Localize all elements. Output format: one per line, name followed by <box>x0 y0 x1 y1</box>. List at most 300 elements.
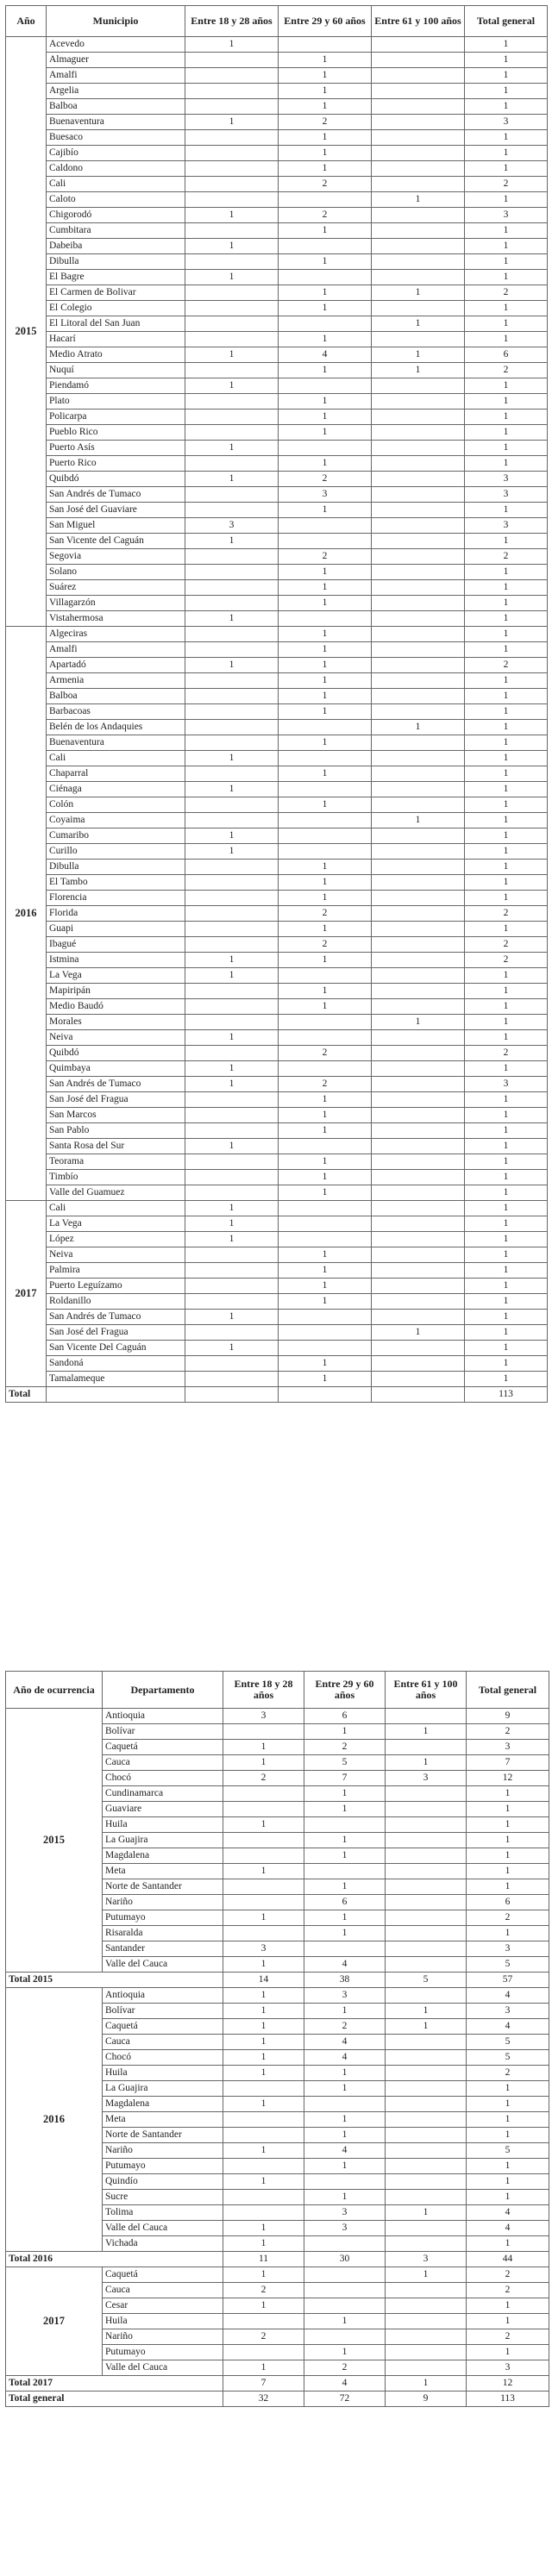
table-row <box>6 860 548 875</box>
municipality-cell: La Vega <box>47 1216 185 1232</box>
department-cell: Guaviare <box>103 1802 223 1817</box>
municipality-cell: Nuquí <box>47 363 185 378</box>
total-cell: 7 <box>467 1755 549 1771</box>
municipality-cell: Apartadó <box>47 658 185 673</box>
total-cell: 1 <box>465 410 548 425</box>
age-61-100-cell: 1 <box>386 2376 467 2392</box>
age-61-100-cell <box>386 2066 467 2081</box>
age-29-60-cell: 3 <box>304 1988 386 2004</box>
age-29-60-cell: 1 <box>279 673 372 689</box>
age-61-100-cell <box>372 596 465 611</box>
total-cell: 1 <box>465 860 548 875</box>
municipality-cell: Valle del Guamuez <box>47 1185 185 1201</box>
table-row <box>6 208 548 223</box>
year-total-row <box>6 2252 549 2267</box>
age-18-28-cell <box>185 254 279 270</box>
age-29-60-cell: 1 <box>279 922 372 937</box>
table-row <box>6 1092 548 1108</box>
age-61-100-cell <box>372 130 465 146</box>
department-cell: Risaralda <box>103 1926 223 1941</box>
col-header-age-61-100: Entre 61 y 100 años <box>386 1672 467 1709</box>
age-61-100-cell <box>372 580 465 596</box>
municipality-cell: Plato <box>47 394 185 410</box>
age-29-60-cell: 1 <box>279 797 372 813</box>
age-29-60-cell <box>304 2267 386 2283</box>
total-cell: 1 <box>465 1341 548 1356</box>
age-29-60-cell: 4 <box>304 2050 386 2066</box>
age-29-60-cell: 2 <box>279 549 372 565</box>
age-18-28-cell: 1 <box>185 782 279 797</box>
age-61-100-cell <box>372 906 465 922</box>
age-61-100-cell <box>386 2329 467 2345</box>
age-29-60-cell: 4 <box>304 2035 386 2050</box>
age-29-60-cell: 2 <box>279 1046 372 1061</box>
department-cell: Putumayo <box>103 2159 223 2174</box>
age-18-28-cell: 1 <box>185 1061 279 1077</box>
total-cell: 2 <box>465 177 548 192</box>
age-18-28-cell <box>185 84 279 99</box>
age-61-100-cell <box>386 2112 467 2128</box>
age-18-28-cell: 1 <box>185 828 279 844</box>
table-row <box>6 192 548 208</box>
age-61-100-cell <box>372 53 465 68</box>
age-18-28-cell: 3 <box>223 1709 304 1724</box>
age-29-60-cell: 1 <box>279 425 372 441</box>
age-29-60-cell <box>279 1139 372 1154</box>
total-cell: 1 <box>465 1294 548 1310</box>
age-29-60-cell: 1 <box>279 735 372 751</box>
total-cell: 6 <box>465 347 548 363</box>
age-18-28-cell <box>185 596 279 611</box>
department-cell: Nariño <box>103 2329 223 2345</box>
age-61-100-cell <box>372 1123 465 1139</box>
table-row <box>6 1988 549 2004</box>
municipality-cell: Roldanillo <box>47 1294 185 1310</box>
age-18-28-cell: 1 <box>185 239 279 254</box>
age-61-100-cell <box>386 2159 467 2174</box>
municipality-cell: Dibulla <box>47 860 185 875</box>
age-18-28-cell <box>185 1092 279 1108</box>
department-cell: Meta <box>103 2112 223 2128</box>
age-18-28-cell: 2 <box>223 1771 304 1786</box>
total-cell: 12 <box>467 1771 549 1786</box>
age-18-28-cell <box>223 1786 304 1802</box>
table-row <box>6 1201 548 1216</box>
age-18-28-cell <box>185 673 279 689</box>
table-row <box>6 2267 549 2283</box>
total-cell: 1 <box>465 1061 548 1077</box>
total-cell: 1 <box>465 1030 548 1046</box>
total-cell: 1 <box>465 130 548 146</box>
total-cell: 1 <box>465 782 548 797</box>
age-18-28-cell <box>185 1108 279 1123</box>
age-29-60-cell <box>279 441 372 456</box>
age-61-100-cell <box>372 68 465 84</box>
total-cell: 1 <box>465 596 548 611</box>
age-29-60-cell: 1 <box>279 1108 372 1123</box>
age-18-28-cell <box>185 1015 279 1030</box>
municipality-cell: San José del Fragua <box>47 1092 185 1108</box>
table-row <box>6 518 548 534</box>
age-18-28-cell: 1 <box>185 472 279 487</box>
age-29-60-cell: 6 <box>304 1709 386 1724</box>
year-total-row <box>6 1973 549 1988</box>
municipality-cell: Suárez <box>47 580 185 596</box>
table-row <box>6 1108 548 1123</box>
total-cell: 2 <box>467 2267 549 2283</box>
table-row <box>6 596 548 611</box>
age-61-100-cell <box>372 518 465 534</box>
total-cell: 1 <box>465 84 548 99</box>
age-61-100-cell <box>372 1185 465 1201</box>
age-29-60-cell <box>279 270 372 285</box>
age-18-28-cell: 1 <box>223 2267 304 2283</box>
age-18-28-cell <box>185 503 279 518</box>
age-61-100-cell <box>372 984 465 999</box>
age-18-28-cell: 1 <box>185 534 279 549</box>
table-row <box>6 580 548 596</box>
age-18-28-cell: 1 <box>185 844 279 860</box>
municipality-cell: Quimbaya <box>47 1061 185 1077</box>
age-18-28-cell: 11 <box>223 2252 304 2267</box>
age-61-100-cell <box>372 1046 465 1061</box>
age-61-100-cell <box>372 1263 465 1279</box>
age-61-100-cell <box>386 1848 467 1864</box>
age-18-28-cell <box>185 984 279 999</box>
age-18-28-cell <box>223 2345 304 2360</box>
total-cell: 1 <box>465 751 548 766</box>
age-61-100-cell <box>386 1817 467 1833</box>
table-row <box>6 1046 548 1061</box>
age-61-100-cell <box>372 1247 465 1263</box>
age-61-100-cell: 9 <box>386 2392 467 2407</box>
age-29-60-cell: 1 <box>279 68 372 84</box>
total-cell: 1 <box>465 1170 548 1185</box>
age-61-100-cell <box>372 953 465 968</box>
table-row <box>6 1279 548 1294</box>
department-cell: Valle del Cauca <box>103 1957 223 1973</box>
total-cell: 1 <box>467 2236 549 2252</box>
table-row <box>6 642 548 658</box>
table-row <box>6 797 548 813</box>
year-total-row <box>6 2376 549 2392</box>
age-29-60-cell: 1 <box>279 456 372 472</box>
table-row <box>6 487 548 503</box>
age-18-28-cell <box>185 301 279 316</box>
table-row <box>6 1170 548 1185</box>
table-row <box>6 1139 548 1154</box>
municipality-cell: Mapiripán <box>47 984 185 999</box>
department-cell: Valle del Cauca <box>103 2221 223 2236</box>
age-61-100-cell <box>386 1879 467 1895</box>
table-row <box>6 177 548 192</box>
age-18-28-cell <box>185 99 279 115</box>
age-29-60-cell: 2 <box>304 2019 386 2035</box>
age-61-100-cell: 1 <box>372 316 465 332</box>
total-cell: 1 <box>465 441 548 456</box>
department-cell: Cauca <box>103 2035 223 2050</box>
table-row <box>6 782 548 797</box>
age-29-60-cell <box>279 1061 372 1077</box>
municipality-cell: Acevedo <box>47 37 185 53</box>
municipality-cell: Armenia <box>47 673 185 689</box>
age-61-100-cell <box>372 99 465 115</box>
table-row <box>6 1061 548 1077</box>
total-cell: 1 <box>465 673 548 689</box>
age-18-28-cell: 1 <box>223 2360 304 2376</box>
municipality-cell: San Andrés de Tumaco <box>47 487 185 503</box>
age-61-100-cell <box>386 2190 467 2205</box>
municipality-cell: Segovia <box>47 549 185 565</box>
age-29-60-cell: 4 <box>279 347 372 363</box>
total-cell: 1 <box>465 223 548 239</box>
table-row <box>6 1123 548 1139</box>
municipality-cell: Cumaribo <box>47 828 185 844</box>
age-61-100-cell <box>372 891 465 906</box>
municipality-cell: Policarpa <box>47 410 185 425</box>
age-29-60-cell <box>279 1015 372 1030</box>
age-29-60-cell <box>279 720 372 735</box>
age-61-100-cell <box>386 1941 467 1957</box>
age-18-28-cell: 1 <box>185 611 279 627</box>
age-61-100-cell: 1 <box>372 285 465 301</box>
municipality-cell: Timbío <box>47 1170 185 1185</box>
table-municipios <box>5 5 548 1403</box>
table-departamentos <box>5 1671 549 2407</box>
total-cell: 6 <box>467 1895 549 1910</box>
total-cell: 1 <box>467 2314 549 2329</box>
total-cell: 2 <box>465 1046 548 1061</box>
age-18-28-cell: 1 <box>185 1310 279 1325</box>
age-18-28-cell <box>185 627 279 642</box>
table-row <box>6 968 548 984</box>
age-18-28-cell <box>223 1926 304 1941</box>
municipality-cell: San José del Fragua <box>47 1325 185 1341</box>
age-29-60-cell: 1 <box>304 1910 386 1926</box>
age-29-60-cell: 1 <box>279 410 372 425</box>
municipality-cell: Tamalameque <box>47 1372 185 1387</box>
age-61-100-cell <box>372 704 465 720</box>
municipality-cell: El Litoral del San Juan <box>47 316 185 332</box>
age-61-100-cell: 3 <box>386 2252 467 2267</box>
department-cell: Chocó <box>103 1771 223 1786</box>
age-18-28-cell <box>185 425 279 441</box>
age-18-28-cell: 3 <box>223 1941 304 1957</box>
age-61-100-cell <box>372 922 465 937</box>
age-61-100-cell <box>372 937 465 953</box>
age-61-100-cell <box>372 301 465 316</box>
age-29-60-cell: 1 <box>279 689 372 704</box>
total-cell: 3 <box>465 208 548 223</box>
col-header-age-29-60: Entre 29 y 60 años <box>279 6 372 37</box>
total-cell: 1 <box>467 2159 549 2174</box>
department-cell: Caquetá <box>103 2019 223 2035</box>
total-cell: 1 <box>467 1833 549 1848</box>
table-row <box>6 891 548 906</box>
table-row <box>6 828 548 844</box>
age-29-60-cell: 7 <box>304 1771 386 1786</box>
municipality-cell: Buenaventura <box>47 735 185 751</box>
age-61-100-cell <box>372 611 465 627</box>
age-61-100-cell <box>372 472 465 487</box>
municipality-cell: Santa Rosa del Sur <box>47 1139 185 1154</box>
total-cell: 3 <box>465 115 548 130</box>
department-cell: Vichada <box>103 2236 223 2252</box>
age-18-28-cell <box>223 2205 304 2221</box>
age-29-60-cell: 1 <box>279 1372 372 1387</box>
age-61-100-cell <box>372 1216 465 1232</box>
age-18-28-cell <box>185 161 279 177</box>
age-61-100-cell <box>372 208 465 223</box>
total-cell: 4 <box>467 2221 549 2236</box>
total-cell: 1 <box>465 1263 548 1279</box>
total-cell: 1 <box>465 316 548 332</box>
municipality-cell: Chigorodó <box>47 208 185 223</box>
municipality-cell: San Andrés de Tumaco <box>47 1077 185 1092</box>
total-cell: 3 <box>467 1740 549 1755</box>
table-row <box>6 534 548 549</box>
age-29-60-cell: 2 <box>279 906 372 922</box>
age-29-60-cell: 1 <box>279 1123 372 1139</box>
total-cell: 1 <box>465 53 548 68</box>
department-cell: Santander <box>103 1941 223 1957</box>
total-cell: 1 <box>467 2345 549 2360</box>
total-cell: 1 <box>465 1092 548 1108</box>
total-label: Total <box>6 1387 47 1403</box>
age-61-100-cell <box>372 766 465 782</box>
age-18-28-cell: 14 <box>223 1973 304 1988</box>
age-29-60-cell: 1 <box>304 1879 386 1895</box>
age-61-100-cell <box>372 1108 465 1123</box>
table-row <box>6 115 548 130</box>
table-row <box>6 1247 548 1263</box>
age-29-60-cell: 1 <box>279 1356 372 1372</box>
total-cell: 1 <box>465 146 548 161</box>
table-row <box>6 223 548 239</box>
col-header-total: Total general <box>465 6 548 37</box>
age-61-100-cell <box>372 1139 465 1154</box>
age-61-100-cell: 1 <box>372 347 465 363</box>
age-29-60-cell <box>304 2236 386 2252</box>
total-cell: 3 <box>465 518 548 534</box>
year-cell: 2015 <box>6 1709 103 1973</box>
age-61-100-cell: 1 <box>386 2004 467 2019</box>
table-row <box>6 999 548 1015</box>
header-row <box>6 1672 549 1709</box>
total-cell: 3 <box>465 1077 548 1092</box>
department-cell: Putumayo <box>103 1910 223 1926</box>
municipality-cell: Buenaventura <box>47 115 185 130</box>
total-cell: 1 <box>465 766 548 782</box>
total-cell: 1 <box>465 720 548 735</box>
department-cell: Magdalena <box>103 2097 223 2112</box>
table-row <box>6 658 548 673</box>
total-cell: 2 <box>467 1724 549 1740</box>
table-row <box>6 549 548 565</box>
table-row <box>6 720 548 735</box>
municipality-cell: Coyaima <box>47 813 185 828</box>
total-cell: 4 <box>467 1988 549 2004</box>
age-61-100-cell <box>372 782 465 797</box>
total-cell: 1 <box>465 642 548 658</box>
age-61-100-cell <box>372 270 465 285</box>
age-29-60-cell: 1 <box>304 2066 386 2081</box>
total-value: 113 <box>465 1387 548 1403</box>
age-61-100-cell <box>386 2035 467 2050</box>
empty-cell <box>47 1387 185 1403</box>
age-18-28-cell <box>185 937 279 953</box>
table-row <box>6 1216 548 1232</box>
table-row <box>6 844 548 860</box>
total-cell: 1 <box>465 580 548 596</box>
age-18-28-cell: 1 <box>223 1817 304 1833</box>
age-18-28-cell <box>185 130 279 146</box>
age-29-60-cell: 1 <box>279 503 372 518</box>
department-cell: Antioquia <box>103 1988 223 2004</box>
age-61-100-cell <box>386 2143 467 2159</box>
age-18-28-cell: 1 <box>185 1030 279 1046</box>
col-header-age-18-28: Entre 18 y 28 años <box>185 6 279 37</box>
age-18-28-cell <box>185 363 279 378</box>
table-row <box>6 689 548 704</box>
age-18-28-cell: 1 <box>185 751 279 766</box>
municipality-cell: Barbacoas <box>47 704 185 720</box>
table-row <box>6 130 548 146</box>
age-29-60-cell: 2 <box>304 1740 386 1755</box>
age-18-28-cell <box>223 2190 304 2205</box>
age-29-60-cell: 1 <box>279 596 372 611</box>
age-61-100-cell <box>372 425 465 441</box>
age-29-60-cell <box>279 1232 372 1247</box>
age-61-100-cell <box>372 1372 465 1387</box>
age-18-28-cell: 2 <box>223 2329 304 2345</box>
municipality-cell: López <box>47 1232 185 1247</box>
total-cell: 1 <box>465 1015 548 1030</box>
age-18-28-cell: 1 <box>223 1910 304 1926</box>
total-cell: 2 <box>467 2066 549 2081</box>
total-cell: 1 <box>467 2174 549 2190</box>
table-row <box>6 1185 548 1201</box>
age-61-100-cell <box>386 2314 467 2329</box>
age-18-28-cell <box>185 394 279 410</box>
age-29-60-cell <box>279 518 372 534</box>
municipality-cell: Puerto Leguízamo <box>47 1279 185 1294</box>
table-row <box>6 425 548 441</box>
age-18-28-cell: 1 <box>185 968 279 984</box>
table-row <box>6 875 548 891</box>
age-61-100-cell <box>372 968 465 984</box>
age-29-60-cell <box>304 2298 386 2314</box>
age-18-28-cell <box>185 68 279 84</box>
age-29-60-cell: 2 <box>279 208 372 223</box>
total-cell: 1 <box>465 984 548 999</box>
age-61-100-cell <box>372 1356 465 1372</box>
age-18-28-cell <box>185 922 279 937</box>
age-61-100-cell <box>372 627 465 642</box>
age-61-100-cell <box>386 2221 467 2236</box>
table-row <box>6 254 548 270</box>
table-row <box>6 1263 548 1279</box>
age-61-100-cell <box>372 875 465 891</box>
municipality-cell: San Miguel <box>47 518 185 534</box>
age-61-100-cell <box>372 735 465 751</box>
municipality-cell: Cali <box>47 751 185 766</box>
age-29-60-cell: 5 <box>304 1755 386 1771</box>
age-29-60-cell: 1 <box>279 1170 372 1185</box>
age-29-60-cell <box>279 1341 372 1356</box>
age-29-60-cell: 3 <box>304 2221 386 2236</box>
age-61-100-cell <box>386 2174 467 2190</box>
